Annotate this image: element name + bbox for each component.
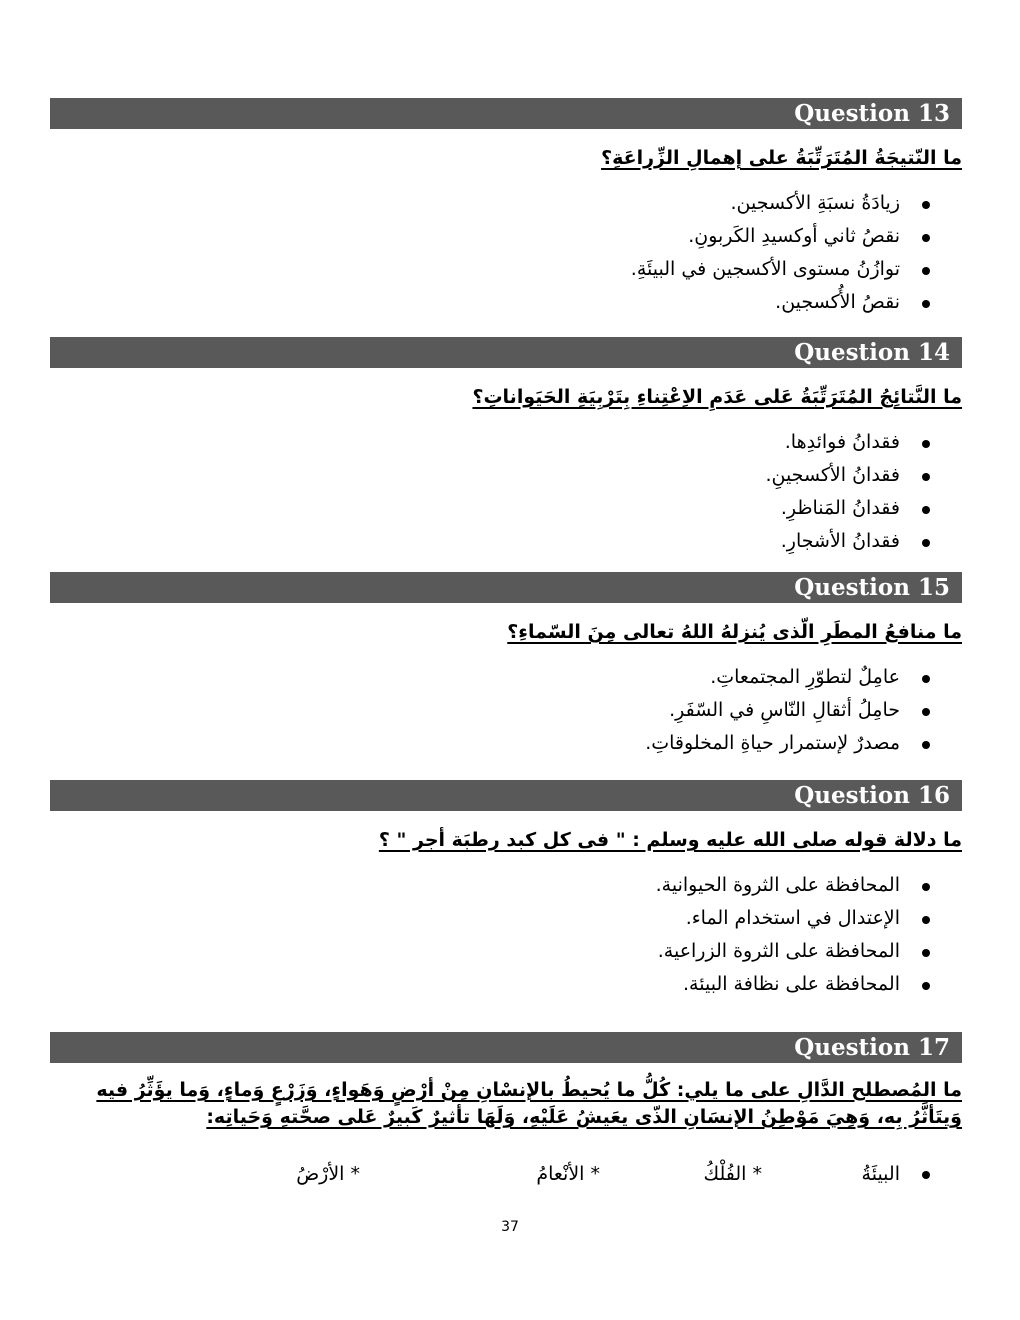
question-13-option: زيادَةُ نسبَةِ الأكسجين. [50, 187, 944, 220]
question-13-option: توازُنُ مستوى الأكسجين في البيئَةِ. [50, 253, 944, 286]
question-14 [50, 337, 962, 558]
question-16-option: الإعتدال في استخدام الماء. [50, 902, 944, 935]
question-16-header: Question 16 [50, 780, 962, 811]
question-13-header: Question 13 [50, 98, 962, 129]
question-13 [50, 98, 962, 319]
question-13-option: نقصُ ثاني أوكسيدِ الكَربونِ. [50, 220, 944, 253]
question-14-text: ما النَّتائِجُ المُتَرَتِّبَةُ عَلى عَدَمِ الاِعْتِناءِ بِتَرْبِيَةِ الحَيَواناتِ؟ [472, 386, 962, 408]
question-17-option: البيئَةُ [861, 1163, 900, 1185]
question-15-header: Question 15 [50, 572, 962, 603]
question-17-text: ما المُصطلح الدَّالِ على ما يلي: كُلُّ ما يُحيطُ بالإنسْانِ مِنْ أرْضٍ وَهَواءٍ، وَزَرْعٍ وَماءٍ، وَما يؤَثِّرُ فيه وَيتَأثَّرُ بِه، وَهِيَ مَوْطِنُ الإنسَانِ الذّى يعَيشُ عَلَيْهِ، وَلَهَا تأثيرٌ كَبيرٌ عَلى صحَّتهِ وَحَياتِه: [96, 1079, 962, 1128]
question-17-options [50, 1157, 962, 1191]
question-17-option: * الأرْضُ [296, 1163, 360, 1185]
question-14-option: فقدانُ المَناظرِ. [50, 492, 944, 525]
question-15-text: ما منافعُ المطَرِ الّذى يُنزلهُ اللهُ تعالى مِنَ السّماءِ؟ [507, 621, 962, 643]
question-15-option: حامِلُ أثقالِ النّاسِ في السّفَرِ. [50, 694, 944, 727]
question-13-options [50, 187, 962, 319]
question-17-option: * الأنْعامُ [536, 1163, 600, 1185]
question-13-text: ما النّتيجَةُ المُتَرَتِّبَةُ على إهمالِ الزِّراعَةِ؟ [601, 147, 962, 169]
page-number: 37 [501, 1219, 519, 1235]
question-15-options [50, 661, 962, 760]
question-14-header: Question 14 [50, 337, 962, 368]
question-14-option: فقدانُ الأكسجينِ. [50, 459, 944, 492]
question-16-option: المحافظة على الثروة الزراعية. [50, 935, 944, 968]
question-14-option: فقدانُ فوائدِها. [50, 426, 944, 459]
question-17 [50, 1032, 962, 1191]
question-14-option: فقدانُ الأشجارِ. [50, 525, 944, 558]
question-16-text: ما دلالة قوله صلى الله عليه وسلم : " فى كل كبد رطبَة أجر " ؟ [378, 829, 962, 851]
question-15 [50, 572, 962, 760]
question-13-option: نقصُ الأُكسجين. [50, 286, 944, 319]
question-15-option: عامِلٌ لتطوّرِ المجتمعاتِ. [50, 661, 944, 694]
question-17-option: * الفُلْكُ [703, 1163, 762, 1185]
question-16-option: المحافظة على نظافة البيئة. [50, 968, 944, 1001]
question-15-option: مصدرٌ لإستمرار حياةِ المخلوقاتِ. [50, 727, 944, 760]
question-16-option: المحافظة على الثروة الحيوانية. [50, 869, 944, 902]
question-16-options [50, 869, 962, 1001]
bullet-icon [922, 1171, 930, 1179]
question-14-options [50, 426, 962, 558]
question-17-header: Question 17 [50, 1032, 962, 1063]
question-16 [50, 780, 962, 1001]
